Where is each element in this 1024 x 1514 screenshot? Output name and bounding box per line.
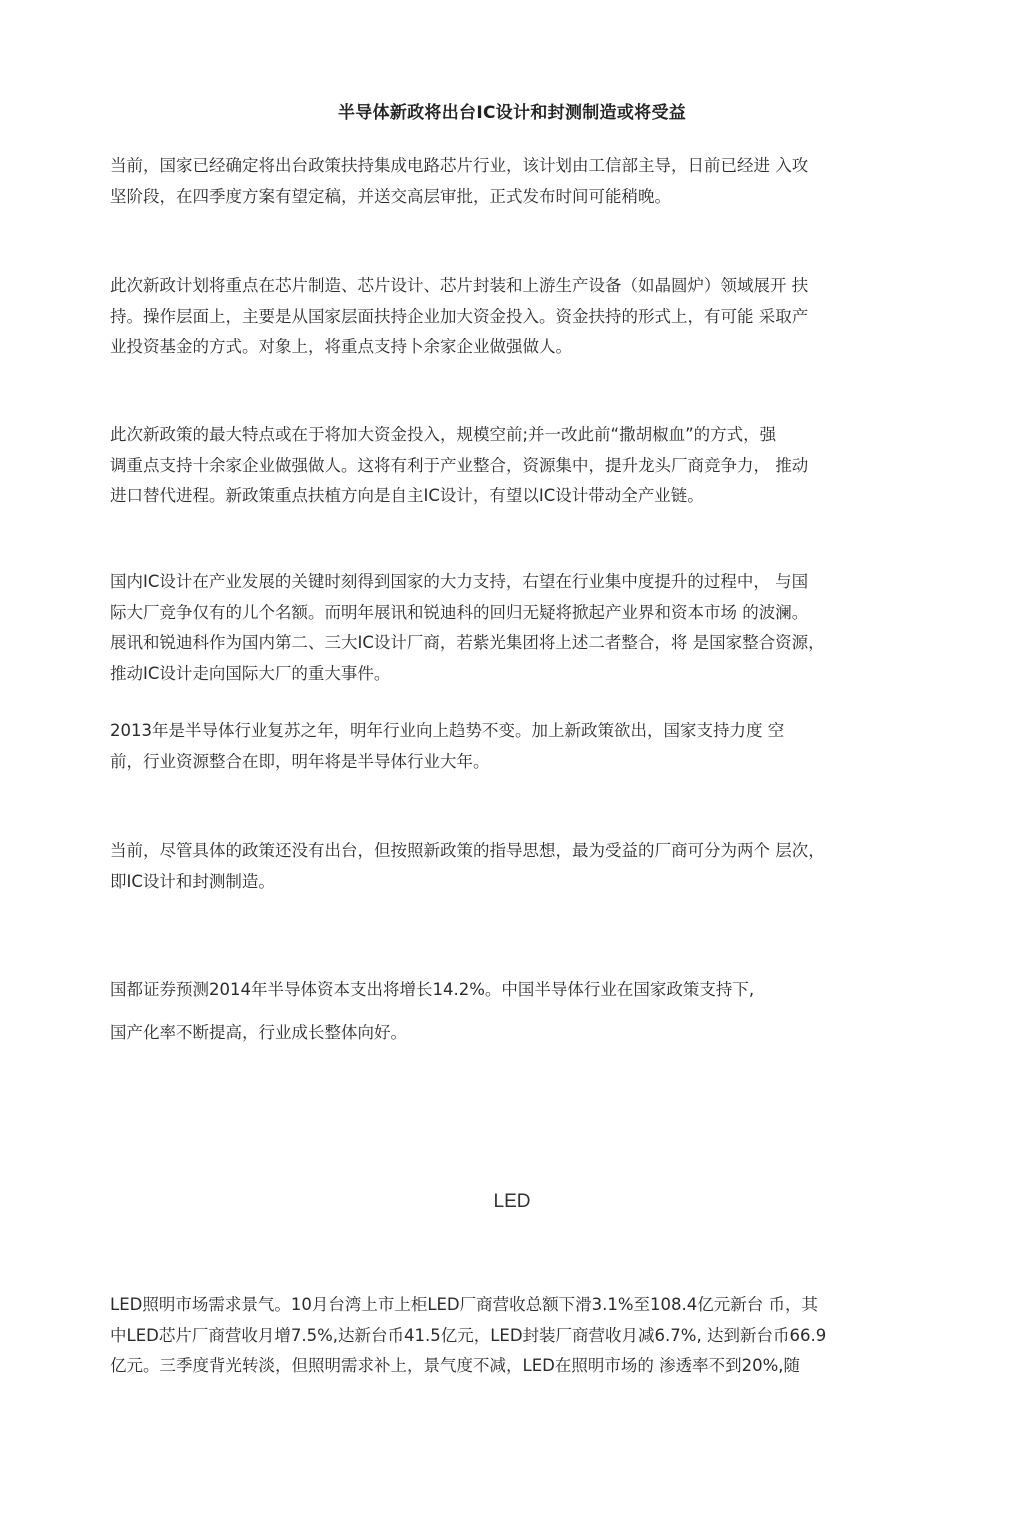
paragraph-line: 持。操作层面上，主要是从国家层面扶持企业加大资金投入。资金扶持的形式上，有可能 采取产 xyxy=(110,306,809,326)
paragraph xyxy=(110,1290,916,1382)
paragraph xyxy=(110,836,916,897)
paragraph-line: 即IC设计和封测制造。 xyxy=(110,871,275,891)
paragraph xyxy=(110,271,916,363)
paragraph-line: 业投资基金的方式。对象上，将重点支持卜余家企业做强做人。 xyxy=(110,337,572,356)
paragraph-line: LED照明市场需求景气。10月台湾上市上柜LED厂商营收总额下滑3.1%至108.4亿元新台 币，其 xyxy=(110,1295,819,1314)
paragraph-line: 推动IC设计走向国际大厂的重大事件。 xyxy=(110,663,391,683)
paragraph-line: 此次新政计划将重点在芯片制造、芯片设计、芯片封装和上游生产设备（如晶圆炉）领域展开 扶 xyxy=(110,276,809,295)
paragraph-line: 国都证券预测2014年半导体资本支出将增长14.2%。中国半导体行业在国家政策支持下, xyxy=(110,980,755,999)
paragraph-line: 进口替代进程。新政策重点扶植方向是自主IC设计，有望以IC设计带动全产业链。 xyxy=(110,486,704,505)
paragraph-line: 国内IC设计在产业发展的关键时刻得到国家的大力支持，右望在行业集中度提升的过程中， 与国 xyxy=(110,572,809,591)
paragraph xyxy=(110,1018,916,1049)
paragraph-line: 当前，国家已经确定将出台政策扶持集成电路芯片行业，该计划由工信部主导，日前已经进 入攻 xyxy=(110,156,809,175)
paragraph-line: 此次新政策的最大特点或在于将加大资金投入，规模空前;并一改此前“撒胡椒血”的方式，强 xyxy=(110,425,777,444)
paragraph xyxy=(110,420,916,512)
paragraph-line: 国产化率不断提高，行业成长整体向好。 xyxy=(110,1023,407,1042)
section-heading: LED xyxy=(493,1191,531,1212)
paragraph xyxy=(110,151,916,212)
paragraph-line: 调重点支持十余家企业做强做人。这将有利于产业整合，资源集中，提升龙头厂商竞争力， 推动 xyxy=(110,455,809,475)
paragraph-line: 前，行业资源整合在即，明年将是半导体行业大年。 xyxy=(110,751,490,771)
paragraph xyxy=(110,975,916,1006)
paragraph-line: 2013年是半导体行业复苏之年，明年行业向上趋势不变。加上新政策欲出，国家支持力度 空 xyxy=(110,721,785,740)
paragraph xyxy=(110,716,916,777)
paragraph-line: 际大厂竞争仅有的儿个名额。而明年展讯和锐迪科的回归无疑将掀起产业界和资本市场 的波澜。 xyxy=(110,602,809,622)
paragraph-line: 坚阶段，在四季度方案有望定稿，并送交高层审批，正式发布时间可能稍晚。 xyxy=(110,186,671,206)
paragraph-line: 当前，尽管具体的政策还没有出台，但按照新政策的指导思想，最为受益的厂商可分为两个 层次， xyxy=(110,841,825,860)
paragraph-line: 亿元。三季度背光转淡，但照明需求补上，景气度不减，LED在照明市场的 渗透率不到20%,随 xyxy=(110,1356,800,1375)
paragraph-line: 展讯和锐迪科作为国内第二、三大IC设计厂商，若紫光集团将上述二者整合，将 是国家整合资源， xyxy=(110,633,825,652)
paragraph xyxy=(110,567,916,689)
page-title: 半导体新政将出台IC设计和封测制造或将受益 xyxy=(337,103,687,123)
paragraph-line: 中LED芯片厂商营收月增7.5%,达新台币41.5亿元，LED封装厂商营收月减6.7%, 达到新台币66.9 xyxy=(110,1325,827,1345)
